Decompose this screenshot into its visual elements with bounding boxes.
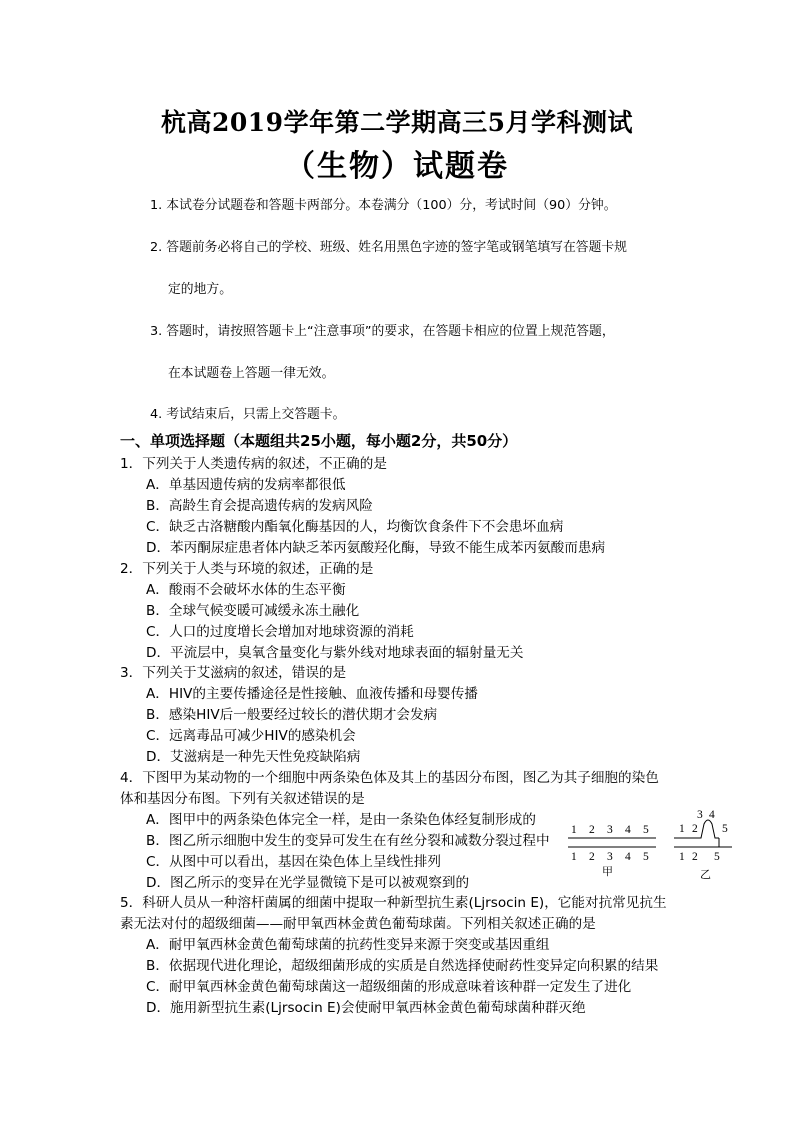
question-5-option-b: B．依据现代进化理论，超级细菌形成的实质是自然选择使耐药性变异定向积累的结果 [146,958,659,974]
note-2: 2. 答题前务必将自己的学校、班级、姓名用黑色字迹的签字笔或钢笔填写在答题卡规 [150,240,627,255]
jia-bottom-gene-1: 1 [571,851,577,863]
question-3-option-a: A．HIV的主要传播途径是性接触、血液传播和母婴传播 [146,686,478,702]
question-3-option-c: C．远离毒品可减少HIV的感染机会 [146,728,356,744]
question-3-option-b: B．感染HIV后一般要经过较长的潜伏期才会发病 [146,707,438,723]
jia-label: 甲 [602,865,613,878]
question-2-option-c: C．人口的过度增长会增加对地球资源的消耗 [146,624,414,640]
jia-bottom-gene-3: 3 [607,851,613,863]
yi-top-gene-5: 5 [722,823,728,835]
note-3: 3. 答题时，请按照答题卡上“注意事项”的要求，在答题卡相应的位置上规范答题， [150,324,615,339]
jia-top-gene-5: 5 [643,824,649,836]
yi-bottom-gene-2: 2 [692,851,698,863]
question-4-option-c: C．从图中可以看出，基因在染色体上呈线性排列 [146,854,441,870]
note-1: 1. 本试卷分试题卷和答题卡两部分。本卷满分（100）分，考试时间（90）分钟。 [150,198,617,213]
figure-yi [674,809,732,881]
question-4-stem-cont: 体和基因分布图。下列有关叙述错误的是 [120,791,365,807]
chromosome-figure [566,806,742,886]
question-5-option-d: D．施用新型抗生素(Ljrsocin E)会使耐甲氧西林金黄色葡萄球菌种群灭绝 [146,1000,586,1016]
question-4-option-b: B．图乙所示细胞中发生的变异可发生在有丝分裂和减数分裂过程中 [146,833,550,849]
question-2-option-b: B．全球气候变暖可减缓永冻土融化 [146,603,360,619]
jia-bottom-gene-2: 2 [589,851,595,863]
jia-top-gene-2: 2 [589,824,595,836]
question-1-stem: 1．下列关于人类遗传病的叙述，不正确的是 [120,456,387,472]
note-3-cont: 在本试题卷上答题一律无效。 [168,366,335,381]
yi-top-gene-1: 1 [679,823,685,835]
question-4-option-d: D．图乙所示的变异在光学显微镜下是可以被观察到的 [146,875,470,891]
note-2-cont: 定的地方。 [168,282,232,297]
figure-jia [568,824,656,878]
question-5-option-a: A．耐甲氧西林金黄色葡萄球菌的抗药性变异来源于突变或基因重组 [146,937,550,953]
question-2-stem: 2．下列关于人类与环境的叙述，正确的是 [120,561,374,577]
exam-title: 杭高2019学年第二学期高三5月学科测试 [161,108,633,137]
yi-top-gene-2: 2 [692,823,698,835]
jia-top-gene-4: 4 [625,824,631,836]
question-1-option-a: A．单基因遗传病的发病率都很低 [146,477,346,493]
jia-top-gene-3: 3 [607,824,613,836]
jia-top-gene-1: 1 [571,824,577,836]
yi-loop-gene-3: 3 [697,809,703,821]
yi-loop-gene-4: 4 [709,809,715,821]
question-2-option-d: D．平流层中，臭氧含量变化与紫外线对地球表面的辐射量无关 [146,645,524,661]
jia-bottom-gene-4: 4 [625,851,631,863]
yi-bottom-gene-1: 1 [679,851,685,863]
question-5-stem: 5．科研人员从一种溶杆菌属的细菌中提取一种新型抗生素(Ljrsocin E)，它能对抗常见抗生 [120,895,667,911]
question-2-option-a: A．酸雨不会破坏水体的生态平衡 [146,582,346,598]
question-1-option-c: C．缺乏古洛糖酸内酯氧化酶基因的人，均衡饮食条件下不会患坏血病 [146,519,564,535]
question-5-stem-cont: 素无法对付的超级细菌——耐甲氧西林金黄色葡萄球菌。下列相关叙述正确的是 [120,916,596,932]
exam-subtitle: （生物）试题卷 [285,149,509,184]
question-4-option-a: A．图甲中的两条染色体完全一样，是由一条染色体经复制形成的 [146,812,536,828]
question-3-option-d: D．艾滋病是一种先天性免疫缺陷病 [146,749,361,765]
note-4: 4. 考试结束后，只需上交答题卡。 [150,407,346,422]
yi-bottom-gene-5: 5 [714,851,720,863]
question-1-option-b: B．高龄生育会提高遗传病的发病风险 [146,498,373,514]
question-3-stem: 3．下列关于艾滋病的叙述，错误的是 [120,665,347,681]
section-title: 一、单项选择题（本题组共25小题，每小题2分，共50分） [120,432,518,450]
question-1-option-d: D．苯丙酮尿症患者体内缺乏苯丙氨酸羟化酶，导致不能生成苯丙氨酸而患病 [146,540,606,556]
question-5-option-c: C．耐甲氧西林金黄色葡萄球菌这一超级细菌的形成意味着该种群一定发生了进化 [146,979,632,995]
question-4-stem: 4．下图甲为某动物的一个细胞中两条染色体及其上的基因分布图，图乙为其子细胞的染色 [120,770,659,786]
jia-bottom-gene-5: 5 [643,851,649,863]
yi-label: 乙 [700,868,711,881]
